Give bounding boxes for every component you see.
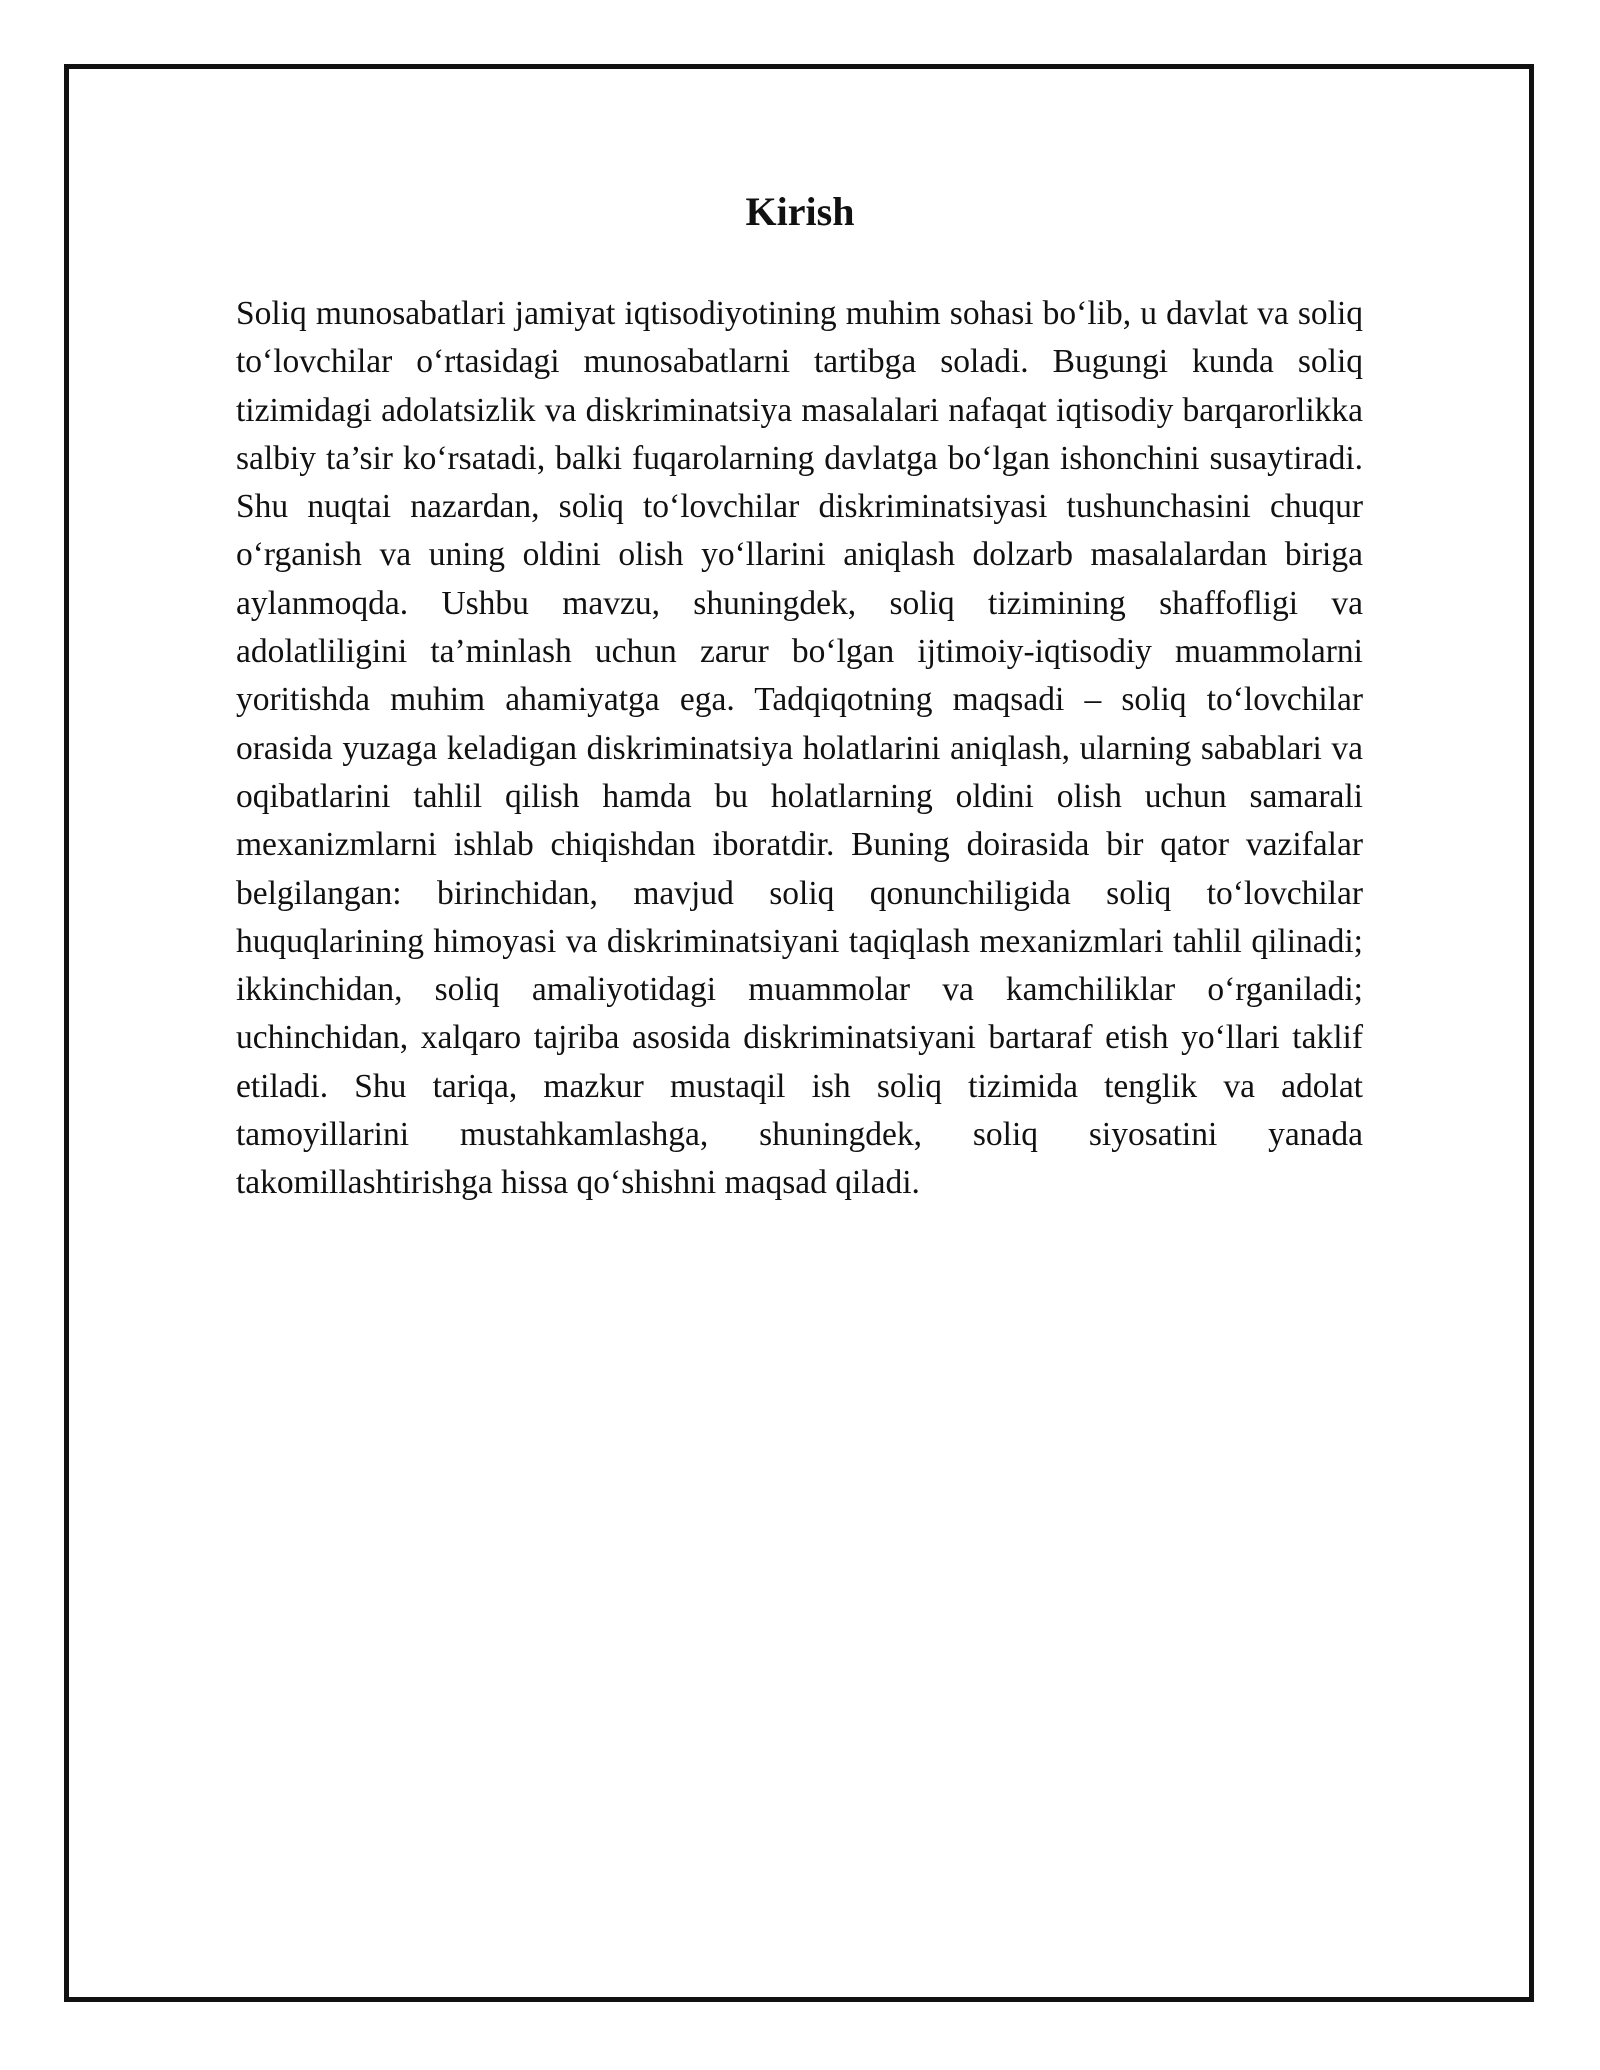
page-title: Kirish [745, 189, 855, 234]
body-paragraph: Soliq munosabatlari jamiyat iqtisodiyotining muhim sohasi bo‘lib, u davlat va soliq to‘lovchilar o‘rtasidagi munosabatlarni tartibga soladi. Bugungi kunda soliq tizimidagi adolatsizlik va diskriminatsiya masalalari nafaqat iqtisodiy barqarorlikka salbiy ta’sir ko‘rsatadi, balki fuqarolarning davlatga bo‘lgan ishonchini susaytiradi. Shu nuqtai nazardan, soliq to‘lovchilar diskriminatsiyasi tushunchasini chuqur o‘rganish va uning oldini olish yo‘llarini aniqlash dolzarb masalalardan biriga aylanmoqda. Ushbu mavzu, shuningdek, soliq tizimining shaffofligi va adolatliligini ta’minlash uchun zarur bo‘lgan ijtimoiy-iqtisodiy muammolarni yoritishda muhim ahamiyatga ega. Tadqiqotning maqsadi – soliq to‘lovchilar orasida yuzaga keladigan diskriminatsiya holatlarini aniqlash, ularning sabablari va oqibatlarini tahlil qilish hamda bu holatlarning oldini olish uchun samarali mexanizmlarni ishlab chiqishdan iboratdir. Buning doirasida bir qator vazifalar belgilangan: birinchidan, mavjud soliq qonunchiligida soliq to‘lovchilar huquqlarining himoyasi va diskriminatsiyani taqiqlash mexanizmlari tahlil qilinadi; ikkinchidan, soliq amaliyotidagi muammolar va kamchiliklar o‘rganiladi; uchinchidan, xalqaro tajriba asosida diskriminatsiyani bartaraf etish yo‘llari taklif etiladi. Shu tariqa, mazkur mustaqil ish soliq tizimida tenglik va adolat tamoyillarini mustahkamlashga, shuningdek, soliq siyosatini yanada takomillashtirishga hissa qo‘shishni maqsad qiladi. [236, 295, 1363, 1202]
